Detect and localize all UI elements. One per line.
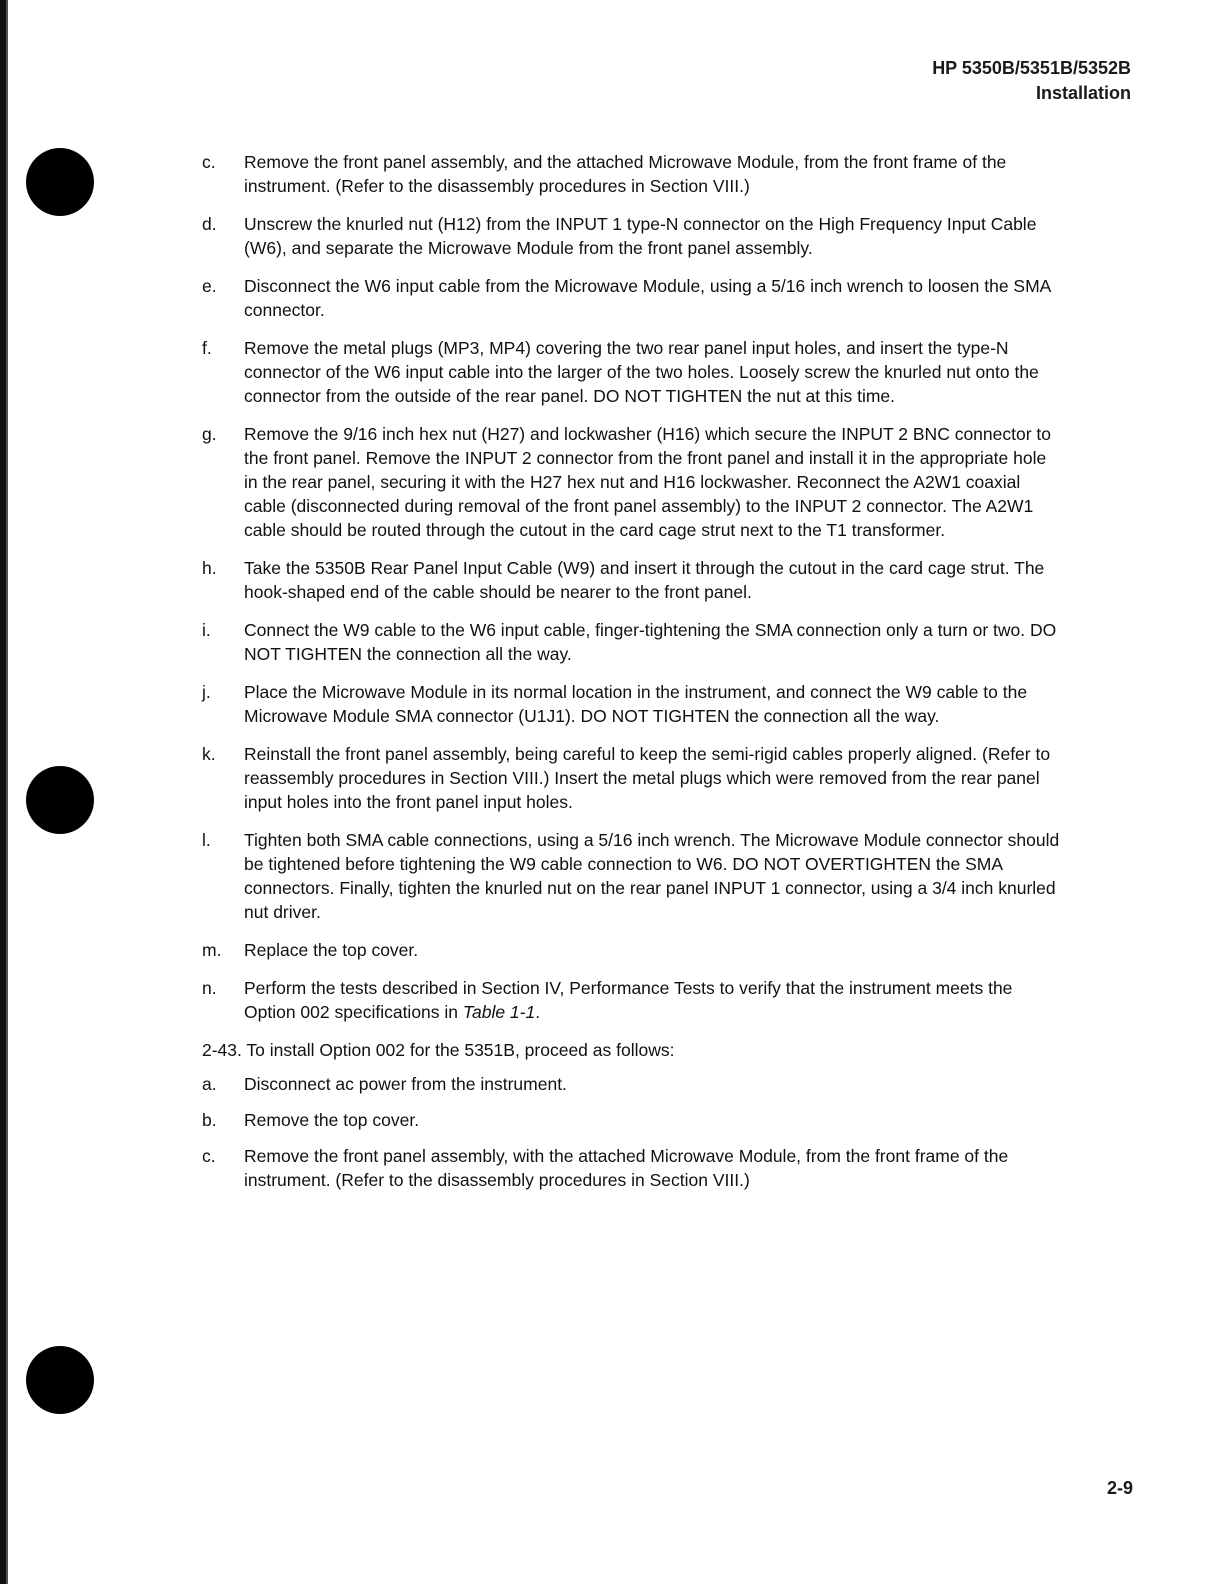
list-item: [202, 212, 1062, 260]
steps-5351b: [202, 1072, 1062, 1192]
item-text-part: .: [535, 1002, 541, 1022]
item-text: Place the Microwave Module in its normal location in the instrument, and connect the W9 cable to the Microwave Module SMA connector (U1J1). DO NOT TIGHTEN the connection all the way.: [244, 682, 1028, 726]
item-text: Remove the 9/16 inch hex nut (H27) and lockwasher (H16) which secure the INPUT 2 BNC connector to the front panel. Remove the INPUT 2 connector from the front panel and install it in the appropriate hole in the rear panel, securing it with the H27 hex nut and H16 lockwasher. Reconnect the A2W1 coaxial cable (disconnected during removal of the front panel assembly) to the INPUT 2 connector. The A2W1 cable should be routed through the cutout in the card cage strut next to the T1 transformer.: [244, 424, 1052, 540]
list-item: [202, 336, 1062, 408]
item-text: [244, 976, 1062, 1024]
item-letter: j.: [202, 682, 211, 702]
item-text: Remove the metal plugs (MP3, MP4) covering the two rear panel input holes, and insert the type-N connector of the W6 input cable into the larger of the two holes. Loosely screw the knurled nut onto the connector from the outside of the rear panel. DO NOT TIGHTEN the nut at this time.: [244, 338, 1039, 406]
paragraph-2-43: 2-43. To install Option 002 for the 5351B, proceed as follows:: [202, 1040, 675, 1060]
item-letter: f.: [202, 338, 212, 358]
list-item: [202, 938, 1062, 962]
item-letter: d.: [202, 214, 217, 234]
list-item: [202, 618, 1062, 666]
list-item: [202, 742, 1062, 814]
page-number: 2-9: [1106, 1478, 1133, 1498]
list-item: [202, 422, 1062, 542]
item-letter: l.: [202, 830, 211, 850]
item-letter: c.: [202, 1146, 216, 1166]
item-letter: k.: [202, 744, 216, 764]
item-letter: e.: [202, 276, 217, 296]
item-letter: a.: [202, 1074, 217, 1094]
page-header: [932, 56, 1131, 106]
list-item: [202, 976, 1062, 1024]
steps-5350b: [202, 150, 1062, 1024]
item-letter: i.: [202, 620, 211, 640]
binder-hole-top: [26, 148, 94, 216]
list-item: [202, 1144, 1062, 1192]
item-letter: h.: [202, 558, 217, 578]
item-letter: b.: [202, 1110, 217, 1130]
item-text: Connect the W9 cable to the W6 input cable, finger-tightening the SMA connection only a turn or two. DO NOT TIGHTEN the connection all the way.: [244, 620, 1057, 664]
list-item: [202, 1072, 1062, 1096]
list-item: [202, 150, 1062, 198]
item-text: Remove the front panel assembly, with the attached Microwave Module, from the front frame of the instrument. (Refer to the disassembly procedures in Section VIII.): [244, 1146, 1009, 1190]
item-text: Disconnect the W6 input cable from the Microwave Module, using a 5/16 inch wrench to loosen the SMA connector.: [244, 276, 1051, 320]
item-letter: c.: [202, 152, 216, 172]
binder-hole-bottom: [26, 1346, 94, 1414]
list-item: [202, 556, 1062, 604]
page-body: [202, 150, 1062, 1204]
list-item: [202, 1108, 1062, 1132]
list-item: [202, 828, 1062, 924]
item-text: Remove the top cover.: [244, 1110, 420, 1130]
item-text: Reinstall the front panel assembly, being careful to keep the semi-rigid cables properly aligned. (Refer to reassembly procedures in Section VIII.) Insert the metal plugs which were removed from the rear panel input holes into the front panel input holes.: [244, 744, 1051, 812]
header-model: HP 5350B/5351B/5352B: [932, 58, 1131, 78]
item-text: Disconnect ac power from the instrument.: [244, 1074, 567, 1094]
list-item: [202, 274, 1062, 322]
binder-hole-middle: [26, 766, 94, 834]
item-letter: m.: [202, 940, 222, 960]
scan-edge: [0, 0, 10, 1584]
item-text: Remove the front panel assembly, and the attached Microwave Module, from the front frame of the instrument. (Refer to the disassembly procedures in Section VIII.): [244, 152, 1007, 196]
item-text: Tighten both SMA cable connections, using a 5/16 inch wrench. The Microwave Module connector should be tightened before tightening the W9 cable connection to W6. DO NOT OVERTIGHTEN the SMA connectors. Finally, tighten the knurled nut on the rear panel INPUT 1 connector, using a 3/4 inch knurled nut driver.: [244, 830, 1060, 922]
item-text-part: Perform the tests described in Section IV, Performance Tests to verify that the instrument meets the Option 002 specifications in: [244, 978, 1013, 1022]
header-section: Installation: [1035, 83, 1131, 103]
item-letter: g.: [202, 424, 217, 444]
item-text: Replace the top cover.: [244, 940, 419, 960]
item-text: Take the 5350B Rear Panel Input Cable (W9) and insert it through the cutout in the card cage strut. The hook-shaped end of the cable should be nearer to the front panel.: [244, 558, 1045, 602]
table-reference: Table 1-1: [462, 1002, 536, 1022]
list-item: [202, 680, 1062, 728]
item-letter: n.: [202, 978, 217, 998]
item-text: Unscrew the knurled nut (H12) from the INPUT 1 type-N connector on the High Frequency Input Cable (W6), and separate the Microwave Module from the front panel assembly.: [244, 214, 1037, 258]
